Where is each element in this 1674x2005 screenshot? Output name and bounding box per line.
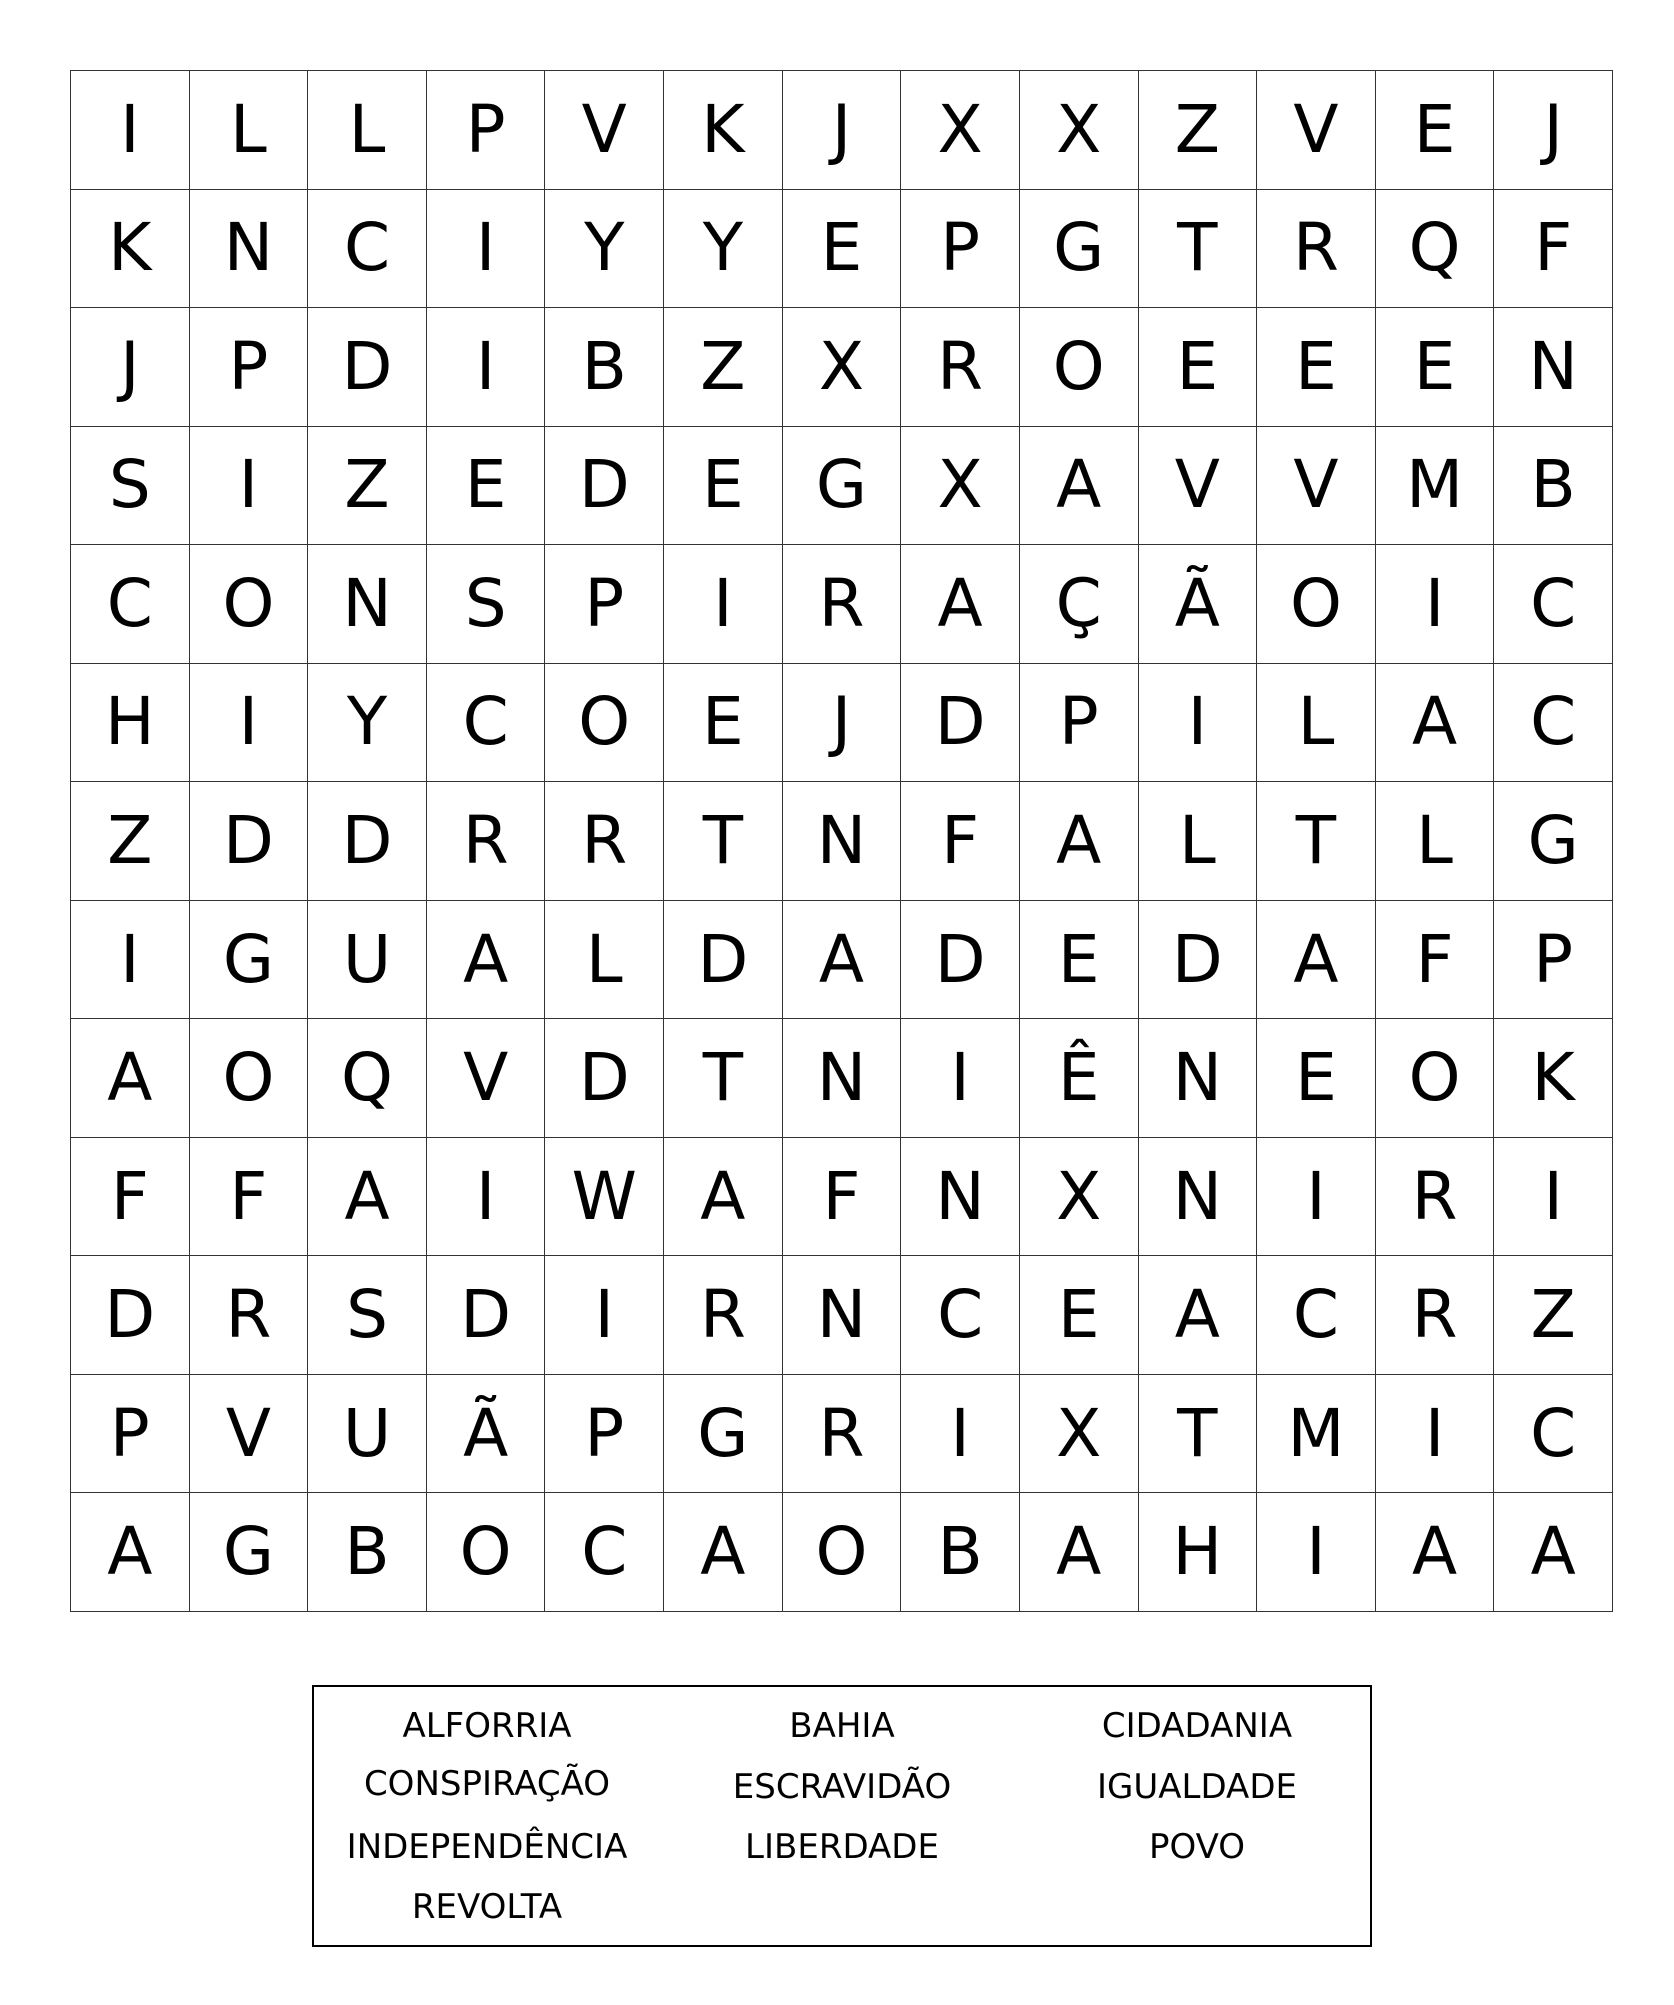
grid-cell: H — [1139, 1493, 1258, 1612]
grid-cell: C — [1257, 1256, 1376, 1375]
grid-cell: E — [1020, 1256, 1139, 1375]
grid-cell: Z — [664, 308, 783, 427]
grid-cell: K — [664, 71, 783, 190]
grid-cell: I — [190, 664, 309, 783]
grid-cell: O — [783, 1493, 902, 1612]
grid-cell: G — [783, 427, 902, 546]
grid-cell: A — [71, 1493, 190, 1612]
grid-cell: B — [901, 1493, 1020, 1612]
grid-cell: A — [1020, 1493, 1139, 1612]
grid-cell: G — [1494, 782, 1613, 901]
grid-cell: V — [545, 71, 664, 190]
grid-cell: T — [664, 1019, 783, 1138]
grid-cell: E — [1376, 308, 1495, 427]
grid-cell: A — [783, 901, 902, 1020]
word-list-item: ALFORRIA — [402, 1706, 572, 1746]
grid-cell: E — [1257, 1019, 1376, 1138]
grid-cell: N — [783, 1019, 902, 1138]
grid-cell: S — [71, 427, 190, 546]
grid-cell: T — [1139, 1375, 1258, 1494]
grid-cell: R — [783, 545, 902, 664]
word-list-item: ESCRAVIDÃO — [732, 1767, 952, 1807]
grid-cell: L — [1257, 664, 1376, 783]
grid-cell: A — [1494, 1493, 1613, 1612]
grid-cell: Z — [71, 782, 190, 901]
grid-cell: F — [901, 782, 1020, 901]
grid-cell: E — [1139, 308, 1258, 427]
grid-cell: I — [1376, 545, 1495, 664]
grid-cell: M — [1376, 427, 1495, 546]
word-list-item: CONSPIRAÇÃO — [363, 1764, 611, 1804]
grid-cell: F — [783, 1138, 902, 1257]
grid-cell: N — [190, 190, 309, 309]
grid-cell: V — [1139, 427, 1258, 546]
grid-cell: T — [1139, 190, 1258, 309]
grid-cell: D — [308, 308, 427, 427]
grid-cell: A — [427, 901, 546, 1020]
grid-cell: B — [1494, 427, 1613, 546]
word-list-item: POVO — [1148, 1827, 1246, 1867]
grid-cell: A — [1020, 427, 1139, 546]
grid-cell: P — [1020, 664, 1139, 783]
grid-cell: F — [71, 1138, 190, 1257]
grid-cell: A — [71, 1019, 190, 1138]
grid-cell: A — [1376, 664, 1495, 783]
grid-cell: J — [783, 664, 902, 783]
grid-cell: E — [1376, 71, 1495, 190]
grid-cell: A — [308, 1138, 427, 1257]
grid-cell: P — [901, 190, 1020, 309]
grid-cell: D — [427, 1256, 546, 1375]
grid-cell: U — [308, 901, 427, 1020]
grid-cell: D — [1139, 901, 1258, 1020]
grid-cell: S — [427, 545, 546, 664]
grid-cell: P — [427, 71, 546, 190]
grid-cell: H — [71, 664, 190, 783]
word-list-item: IGUALDADE — [1097, 1767, 1297, 1807]
grid-cell: P — [71, 1375, 190, 1494]
grid-cell: M — [1257, 1375, 1376, 1494]
grid-cell: O — [190, 1019, 309, 1138]
grid-cell: Ã — [1139, 545, 1258, 664]
grid-cell: A — [664, 1493, 783, 1612]
grid-cell: K — [71, 190, 190, 309]
grid-cell: R — [1257, 190, 1376, 309]
grid-cell: V — [1257, 71, 1376, 190]
grid-cell: Y — [545, 190, 664, 309]
grid-cell: A — [901, 545, 1020, 664]
grid-cell: O — [190, 545, 309, 664]
grid-cell: E — [1257, 308, 1376, 427]
grid-cell: O — [545, 664, 664, 783]
grid-cell: R — [545, 782, 664, 901]
grid-cell: P — [545, 545, 664, 664]
grid-cell: R — [1376, 1138, 1495, 1257]
grid-cell: A — [664, 1138, 783, 1257]
grid-cell: X — [901, 427, 1020, 546]
grid-cell: E — [1020, 901, 1139, 1020]
grid-cell: C — [545, 1493, 664, 1612]
grid-cell: Ê — [1020, 1019, 1139, 1138]
grid-cell: B — [308, 1493, 427, 1612]
grid-cell: R — [901, 308, 1020, 427]
grid-cell: L — [1139, 782, 1258, 901]
grid-cell: C — [71, 545, 190, 664]
grid-cell: D — [190, 782, 309, 901]
grid-cell: I — [427, 190, 546, 309]
grid-cell: C — [1494, 664, 1613, 783]
grid-cell: I — [1139, 664, 1258, 783]
grid-cell: A — [1376, 1493, 1495, 1612]
grid-cell: W — [545, 1138, 664, 1257]
grid-cell: N — [783, 782, 902, 901]
grid-cell: Z — [308, 427, 427, 546]
grid-cell: T — [664, 782, 783, 901]
grid-cell: D — [901, 901, 1020, 1020]
grid-cell: A — [1139, 1256, 1258, 1375]
grid-cell: F — [1376, 901, 1495, 1020]
grid-cell: V — [190, 1375, 309, 1494]
grid-cell: N — [1494, 308, 1613, 427]
word-list-item: INDEPENDÊNCIA — [346, 1827, 628, 1867]
grid-cell: S — [308, 1256, 427, 1375]
grid-cell: P — [190, 308, 309, 427]
grid-cell: E — [783, 190, 902, 309]
grid-cell: Ç — [1020, 545, 1139, 664]
grid-cell: L — [190, 71, 309, 190]
grid-cell: C — [427, 664, 546, 783]
grid-cell: Z — [1139, 71, 1258, 190]
grid-cell: J — [71, 308, 190, 427]
grid-cell: V — [1257, 427, 1376, 546]
grid-cell: D — [545, 427, 664, 546]
grid-cell: X — [1020, 1375, 1139, 1494]
grid-cell: G — [190, 901, 309, 1020]
grid-cell: J — [1494, 71, 1613, 190]
word-list-item: CIDADANIA — [1101, 1706, 1293, 1746]
grid-cell: I — [901, 1375, 1020, 1494]
grid-cell: I — [1494, 1138, 1613, 1257]
grid-cell: G — [190, 1493, 309, 1612]
grid-cell: D — [901, 664, 1020, 783]
grid-cell: A — [1257, 901, 1376, 1020]
grid-cell: P — [1494, 901, 1613, 1020]
grid-cell: Q — [308, 1019, 427, 1138]
grid-cell: C — [901, 1256, 1020, 1375]
grid-cell: Ã — [427, 1375, 546, 1494]
grid-cell: I — [664, 545, 783, 664]
grid-cell: I — [427, 1138, 546, 1257]
grid-cell: R — [190, 1256, 309, 1375]
grid-cell: R — [427, 782, 546, 901]
grid-cell: N — [1139, 1138, 1258, 1257]
grid-cell: O — [1020, 308, 1139, 427]
grid-cell: Y — [308, 664, 427, 783]
word-search-grid — [70, 70, 1613, 1612]
grid-cell: D — [664, 901, 783, 1020]
grid-cell: O — [427, 1493, 546, 1612]
grid-cell: Q — [1376, 190, 1495, 309]
grid-cell: D — [71, 1256, 190, 1375]
grid-cell: I — [1376, 1375, 1495, 1494]
grid-cell: G — [664, 1375, 783, 1494]
grid-cell: I — [427, 308, 546, 427]
grid-cell: J — [783, 71, 902, 190]
word-list-item: LIBERDADE — [745, 1827, 939, 1867]
grid-cell: D — [545, 1019, 664, 1138]
grid-cell: O — [1257, 545, 1376, 664]
grid-cell: L — [308, 71, 427, 190]
grid-cell: N — [783, 1256, 902, 1375]
grid-cell: O — [1376, 1019, 1495, 1138]
grid-cell: F — [1494, 190, 1613, 309]
word-list-item: REVOLTA — [411, 1887, 563, 1927]
word-list-item: BAHIA — [789, 1706, 895, 1746]
grid-cell: A — [1020, 782, 1139, 901]
word-list-box — [312, 1685, 1372, 1947]
grid-cell: N — [1139, 1019, 1258, 1138]
grid-cell: I — [71, 71, 190, 190]
grid-cell: X — [901, 71, 1020, 190]
grid-cell: B — [545, 308, 664, 427]
grid-cell: I — [545, 1256, 664, 1375]
grid-cell: I — [1257, 1493, 1376, 1612]
grid-cell: I — [190, 427, 309, 546]
grid-cell: N — [901, 1138, 1020, 1257]
grid-cell: C — [1494, 545, 1613, 664]
grid-cell: K — [1494, 1019, 1613, 1138]
grid-cell: L — [545, 901, 664, 1020]
grid-cell: E — [664, 664, 783, 783]
grid-cell: R — [1376, 1256, 1495, 1375]
grid-cell: F — [190, 1138, 309, 1257]
grid-cell: D — [308, 782, 427, 901]
grid-cell: R — [783, 1375, 902, 1494]
grid-cell: Z — [1494, 1256, 1613, 1375]
grid-cell: G — [1020, 190, 1139, 309]
grid-cell: Y — [664, 190, 783, 309]
grid-cell: X — [1020, 71, 1139, 190]
grid-cell: E — [664, 427, 783, 546]
grid-cell: P — [545, 1375, 664, 1494]
grid-cell: I — [901, 1019, 1020, 1138]
grid-cell: R — [664, 1256, 783, 1375]
grid-cell: I — [71, 901, 190, 1020]
grid-cell: V — [427, 1019, 546, 1138]
grid-cell: N — [308, 545, 427, 664]
grid-cell: X — [783, 308, 902, 427]
grid-cell: C — [308, 190, 427, 309]
grid-cell: C — [1494, 1375, 1613, 1494]
grid-cell: I — [1257, 1138, 1376, 1257]
grid-cell: U — [308, 1375, 427, 1494]
grid-cell: T — [1257, 782, 1376, 901]
grid-cell: E — [427, 427, 546, 546]
grid-cell: L — [1376, 782, 1495, 901]
grid-cell: X — [1020, 1138, 1139, 1257]
